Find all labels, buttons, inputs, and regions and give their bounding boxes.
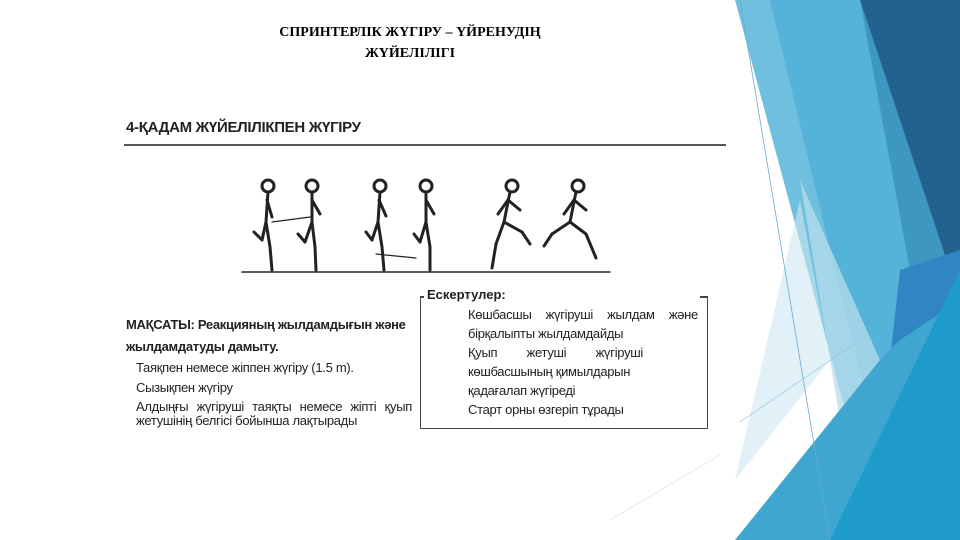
runner-figure <box>366 180 386 270</box>
runner-figure <box>254 180 274 270</box>
goal-line1: МАҚСАТЫ: Реакцияның жылдамдығын және <box>126 317 406 332</box>
heading-divider <box>124 144 726 146</box>
step-item: Таяқпен немесе жіппен жүгіру (1.5 m). <box>136 360 354 375</box>
notes-heading: Ескертулер: <box>427 287 506 302</box>
step-item: Алдыңғы жүгіруші таяқты немесе жіпті қуып жетушінің белгісі бойынша лақтырады <box>136 399 412 428</box>
notes-list <box>468 305 698 419</box>
runner-figure <box>414 180 434 270</box>
slide-title-line1: СПРИНТЕРЛІК ЖҮГІРУ – ҮЙРЕНУДІҢ <box>279 25 541 40</box>
note-line: көшбасшының қимылдарын <box>468 364 631 379</box>
runner-figure <box>544 180 596 258</box>
steps-list <box>136 360 412 432</box>
notes-box-top-left <box>420 296 424 298</box>
figure-heading: 4-ҚАДАМ ЖҮЙЕЛІЛІКПЕН ЖҮГІРУ <box>126 119 361 136</box>
runner-figure <box>298 180 320 270</box>
runners-illustration <box>240 172 620 277</box>
goal-text <box>126 314 416 358</box>
note-line: Қуып жетуші жүгіруші <box>468 345 643 360</box>
slide-title <box>200 22 620 64</box>
slide-title-line2: ЖҮЙЕЛІЛІГІ <box>364 46 456 61</box>
notes-box-top-right <box>700 296 708 298</box>
note-line: қадағалап жүгіреді <box>468 383 576 398</box>
note-line: Көшбасшы жүгіруші жылдам және <box>468 307 698 322</box>
note-line: бірқалыпты жылдамдайды <box>468 326 624 341</box>
runner-figure <box>492 180 530 268</box>
goal-line2: жылдамдатуды дамыту. <box>126 339 279 354</box>
step-item: Сызықпен жүгіру <box>136 380 233 395</box>
note-line: Старт орны өзгеріп тұрады <box>468 402 624 417</box>
